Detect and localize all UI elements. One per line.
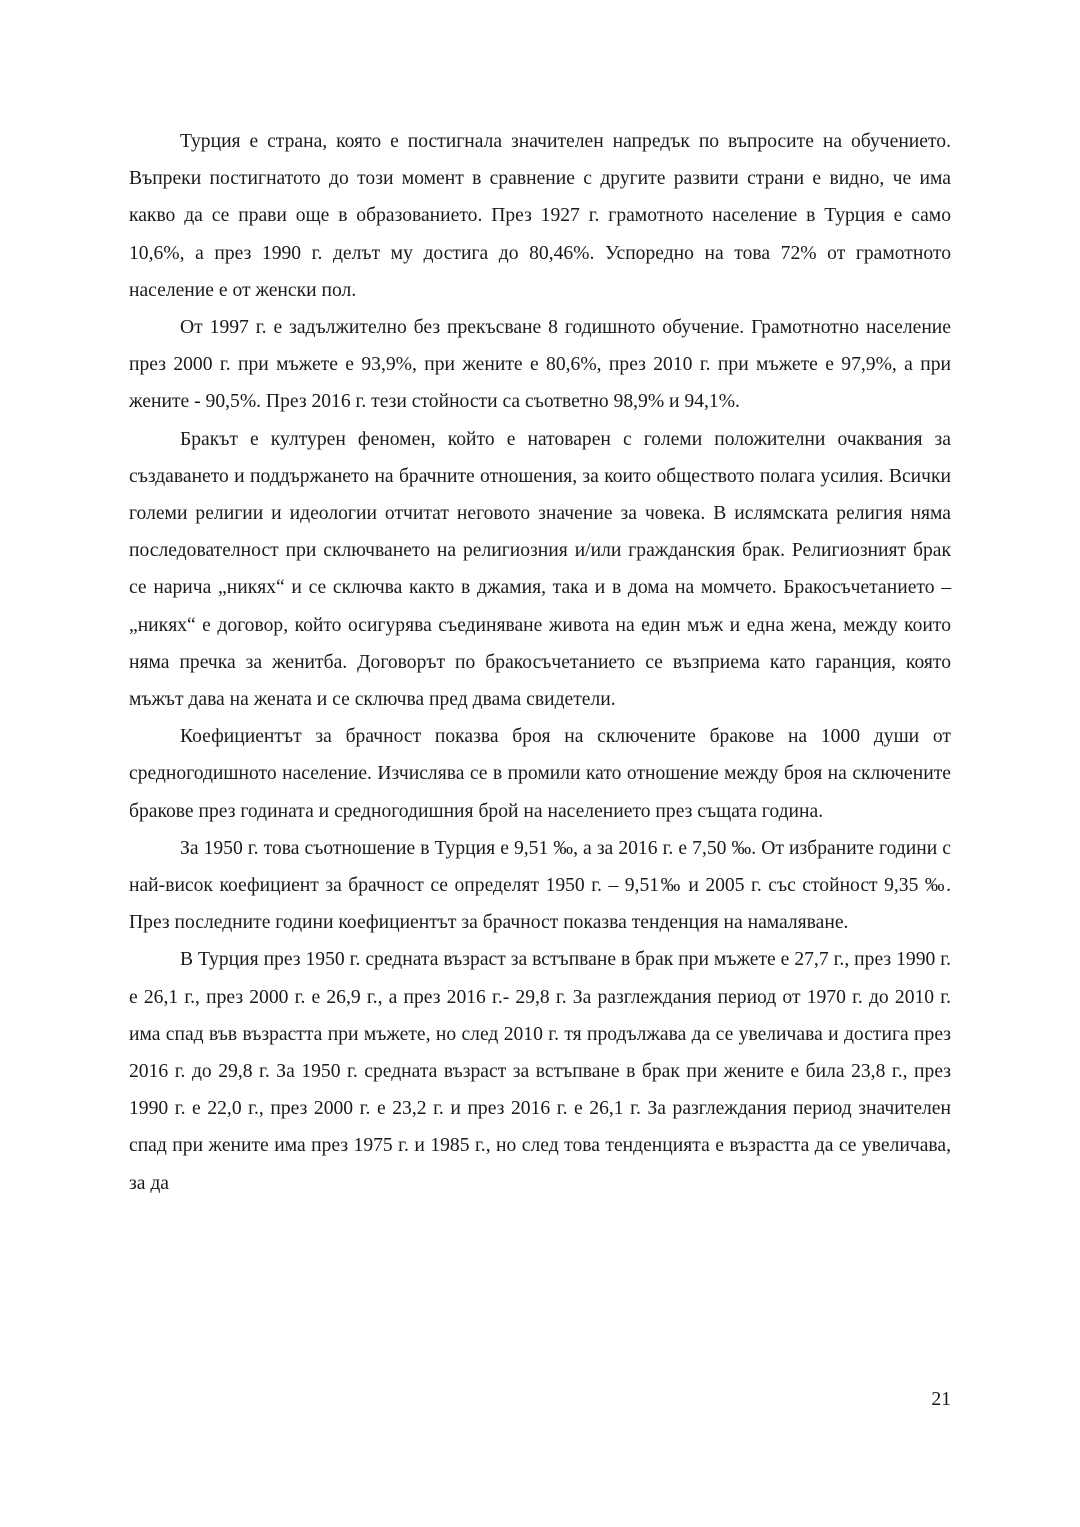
paragraph-marriage-rate-definition: Коефициентът за брачност показва броя на сключените бракове на 1000 души от средногодишното население. Изчислява се в промили като отношение между броя на сключените бракове през годината и средногодишния брой на населението през същата година. (129, 726, 951, 822)
paragraph-literacy-progress: Турция е страна, която е постигнала значителен напредък по въпросите на обучението. Въпреки постигнатото до този момент в сравнение с другите развити страни е видно, че има какво да се прави още в образованието. През 1927 г. грамотното население в Турция е само 10,6%, а през 1990 г. делът му достига до 80,46%. Успоредно на това 72% от грамотното население е от женски пол. (129, 131, 951, 301)
paragraph-marriage-culture: Бракът е културен феномен, който е натоварен с големи положителни очаквания за създаването и поддържането на брачните отношения, за които обществото полага усилия. Всички големи религии и идеологии отчитат неговото значение за човека. В ислямската религия няма последователност при сключването на религиозния и/или гражданския брак. Религиозният брак се нарича „никях“ и се сключва както в джамия, така и в дома на момчето. Бракосъчетанието – „никях“ е договор, който осигурява съединяване живота на един мъж и една жена, между които няма пречка за женитба. Договорът по бракосъчетанието се възприема като гаранция, която мъжът дава на жената и се сключва пред двама свидетели. (129, 428, 951, 711)
document-page (129, 123, 951, 1202)
paragraph-compulsory-education: От 1997 г. е задължително без прекъсване 8 годишното обучение. Грамотнотно население през 2000 г. при мъжете е 93,9%, при жените е 80,6%, през 2010 г. при мъжете е 97,9%, а при жените - 90,5%. През 2016 г. тези стойности са съответно 98,9% и 94,1%. (129, 317, 951, 413)
paragraph-marriage-age: В Турция през 1950 г. средната възраст за встъпване в брак при мъжете е 27,7 г., през 1990 г. е 26,1 г., през 2000 г. е 26,9 г., а през 2016 г.- 29,8 г. За разглеждания период от 1970 г. до 2010 г. има спад във възрастта при мъжете, но след 2010 г. тя продължава да се увеличава и достига през 2016 г. до 29,8 г. За 1950 г. средната възраст за встъпване в брак при жените е била 23,8 г., през 1990 г. е 22,0 г., през 2000 г. е 23,2 г. и през 2016 г. е 26,1 г. За разглеждания период значителен спад при жените има през 1975 г. и 1985 г., но след това тенденцията е възрастта да се увеличава, за да (129, 949, 951, 1194)
page-number: 21 (931, 1389, 951, 1410)
paragraph-marriage-rate-values: За 1950 г. това съотношение в Турция е 9,51 ‰, а за 2016 г. е 7,50 ‰. От избраните години с най-висок коефициент за брачност се определят 1950 г. – 9,51‰ и 2005 г. със стойност 9,35 ‰. През последните години коефициентът за брачност показва тенденция на намаляване. (129, 837, 951, 934)
